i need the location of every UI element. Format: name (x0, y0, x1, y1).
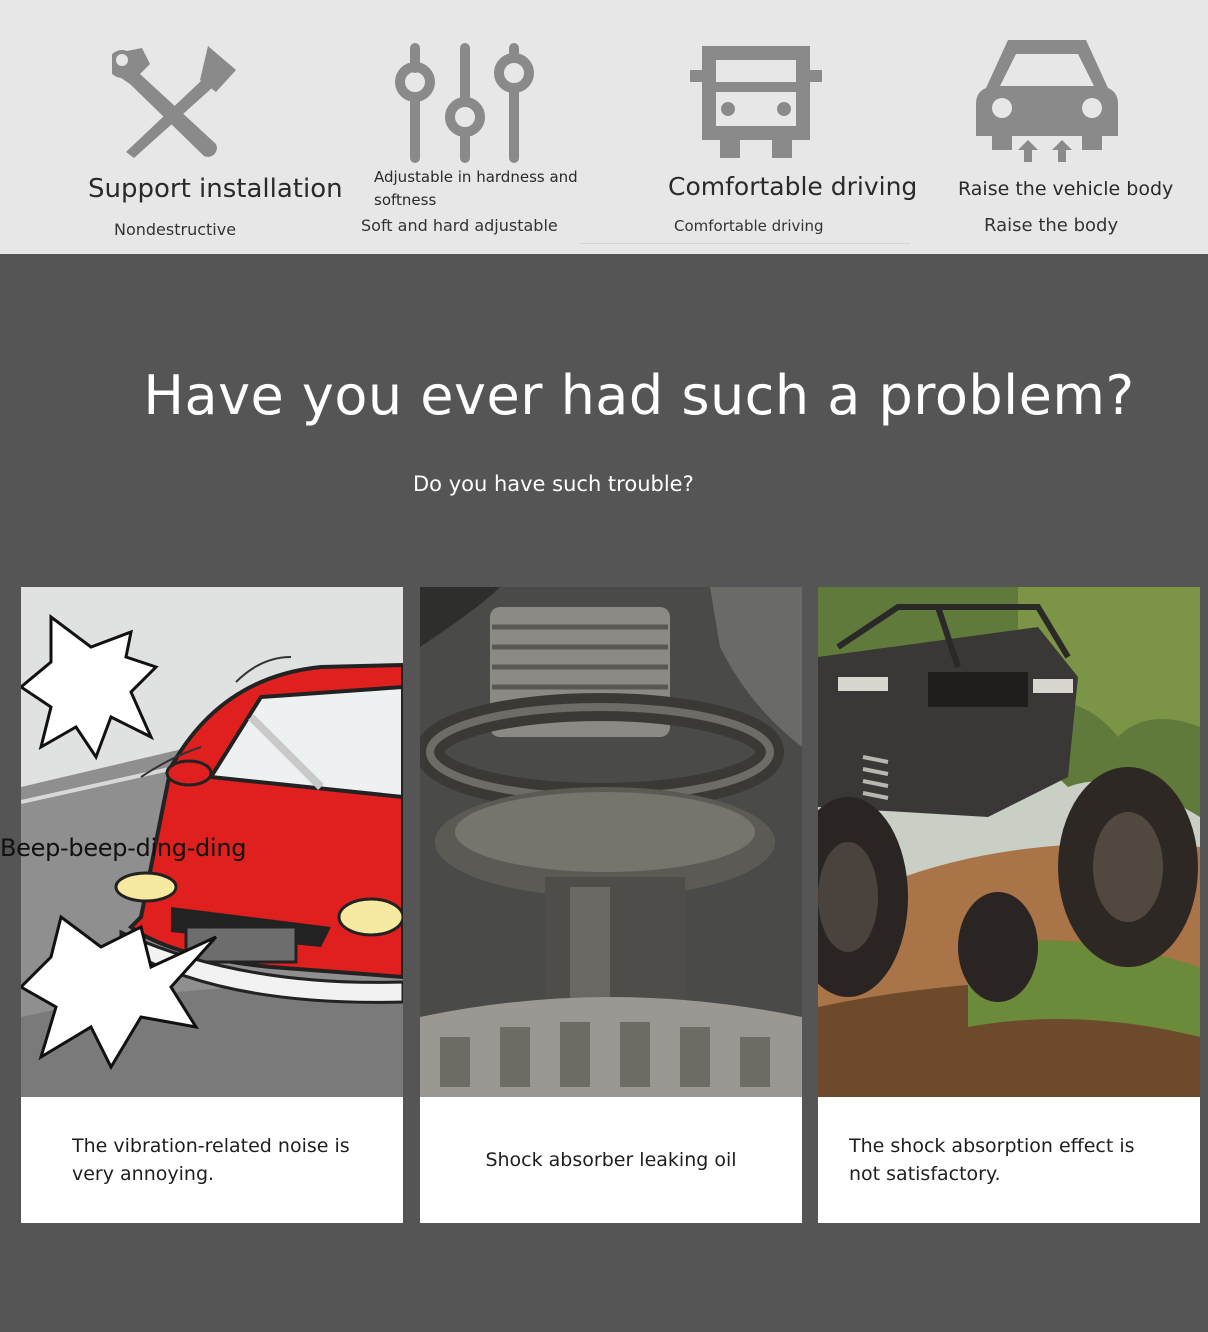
feature-raise-body (930, 0, 1208, 254)
sliders-icon (388, 40, 540, 164)
card-caption: The vibration-related noise is very annoying. (21, 1097, 403, 1223)
shock-absorber-image (420, 587, 802, 1097)
problem-card-noise (21, 587, 403, 1223)
feature-title: Raise the vehicle body (958, 178, 1174, 200)
wrench-screwdriver-icon (112, 40, 242, 162)
car-raise-icon (976, 36, 1118, 164)
page-title: Have you ever had such a problem? (143, 364, 1135, 427)
feature-support-installation (0, 0, 343, 254)
feature-subtitle: Raise the body (984, 215, 1119, 236)
divider-line (580, 243, 910, 244)
feature-subtitle: Soft and hard adjustable (361, 216, 558, 235)
feature-title: Comfortable driving (668, 172, 918, 201)
feature-comfortable-driving (630, 0, 930, 254)
problem-card-oil-leak (420, 587, 802, 1223)
car-front-icon (688, 40, 824, 162)
feature-title: Adjustable in hardness and softness (374, 168, 578, 209)
feature-subtitle: Nondestructive (114, 220, 237, 239)
feature-adjustable (340, 0, 630, 254)
offroad-buggy-image (818, 587, 1200, 1097)
noise-overlay-text: Beep-beep-ding-ding (0, 834, 247, 862)
page-subtitle: Do you have such trouble? (413, 472, 694, 496)
feature-title: Support installation (88, 174, 343, 204)
card-caption: The shock absorption effect is not satisfactory. (818, 1097, 1200, 1223)
feature-strip (0, 0, 1208, 254)
feature-subtitle: Comfortable driving (674, 217, 824, 235)
problem-card-absorption (818, 587, 1200, 1223)
card-caption: Shock absorber leaking oil (420, 1097, 802, 1223)
